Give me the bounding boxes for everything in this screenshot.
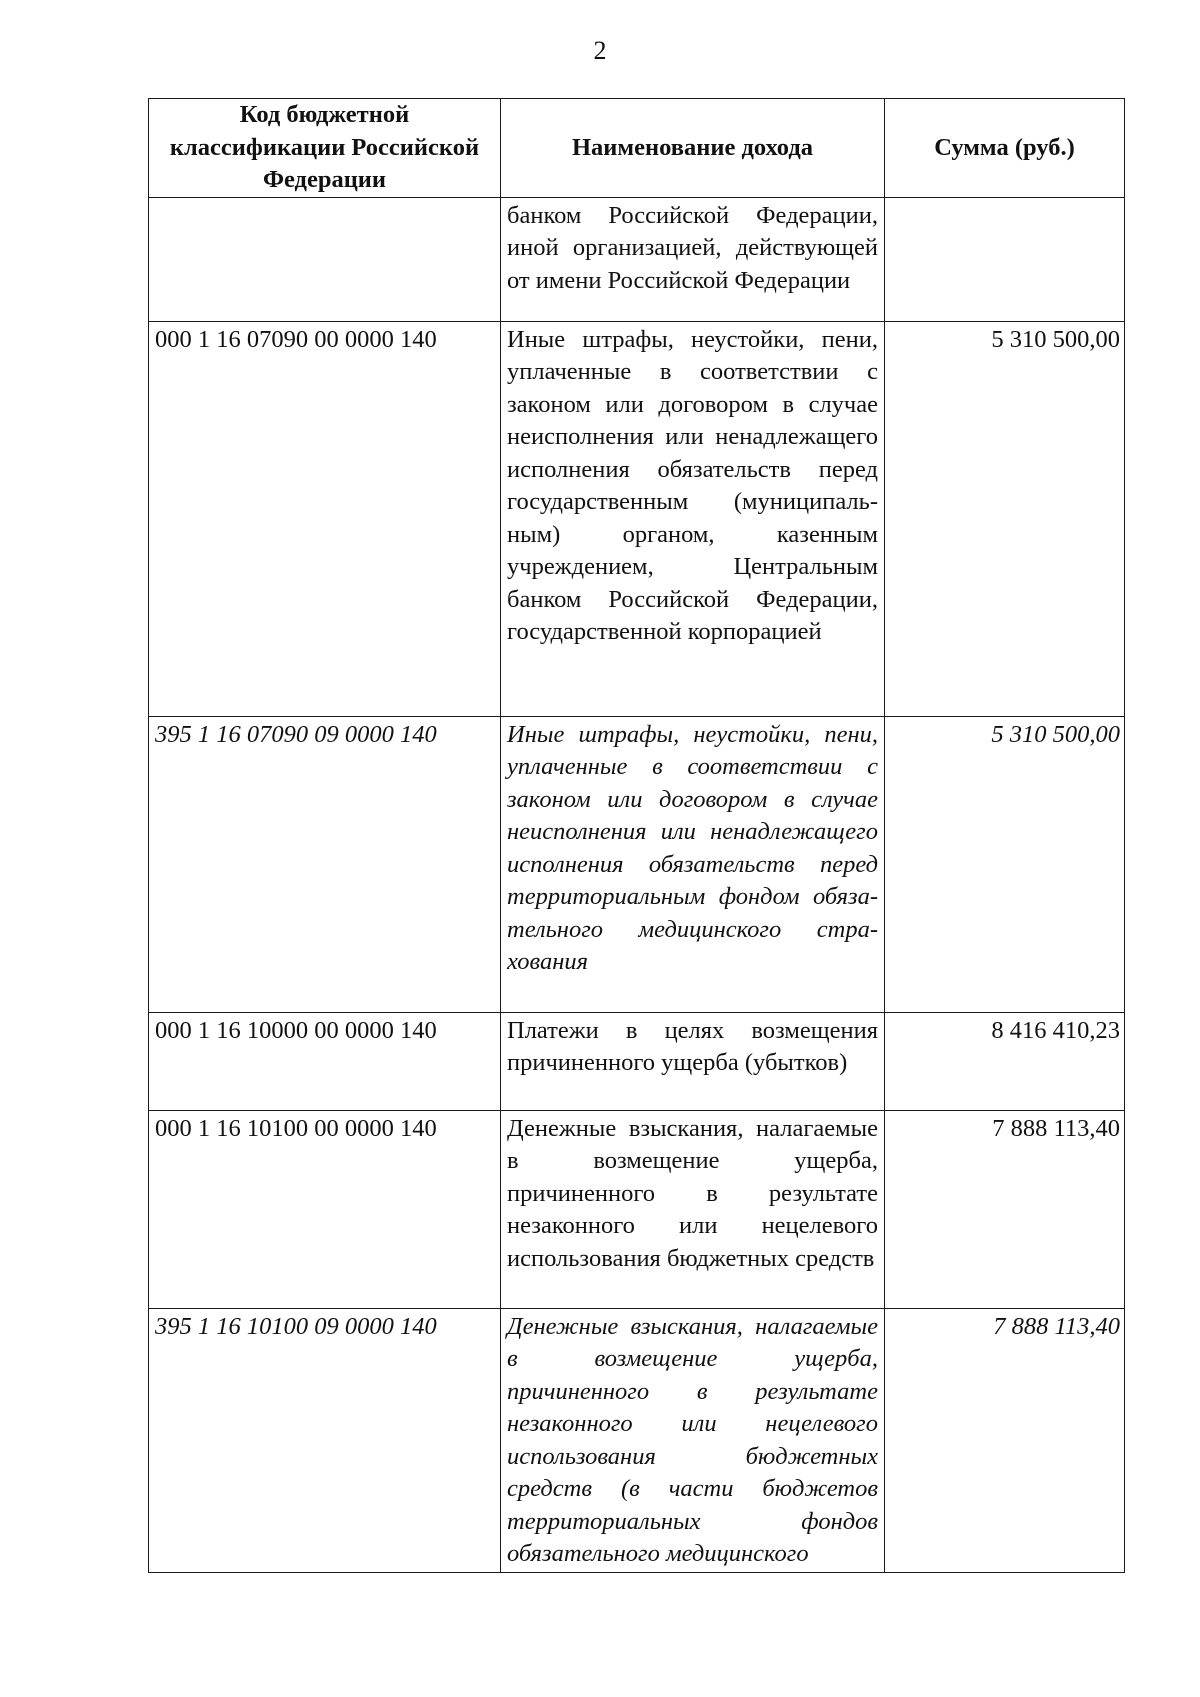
row-name: Денежные взыскания, налагаемые в возмещение ущерба, причиненного в результате незаконного или нецелевого использования бюджетных средств — [501, 1110, 885, 1308]
row-sum: 5 310 500,00 — [885, 321, 1125, 716]
row-sum: 8 416 410,23 — [885, 1012, 1125, 1110]
row-sum: 5 310 500,00 — [885, 716, 1125, 1012]
row-name: Иные штрафы, неустойки, пени, уплаченные в соответствии с законом или договором в случае неисполнения или ненадлежащего исполнения обязательств перед территориальным фондом обязательного медицинского страхования — [501, 716, 885, 1012]
row-name: Денежные взыскания, налагаемые в возмещение ущерба, причиненного в результате незаконного или нецелевого использования бюджетных средств (в части бюджетов территориальных фондов обязательного медицинского — [501, 1308, 885, 1572]
table-row — [149, 1012, 1125, 1110]
table-row — [149, 321, 1125, 716]
header-sum: Сумма (руб.) — [885, 99, 1125, 198]
row-code: 395 1 16 10100 09 0000 140 — [149, 1308, 501, 1572]
row-name: Платежи в целях возмещения причиненного ущерба (убытков) — [501, 1012, 885, 1110]
page-number: 2 — [593, 36, 607, 65]
row-name: банком Российской Федерации, иной организацией, действующей от имени Российской Федерации — [501, 197, 885, 321]
row-code: 000 1 16 10000 00 0000 140 — [149, 1012, 501, 1110]
row-name: Иные штрафы, неустойки, пени, уплаченные в соответствии с законом или договором в случае неисполнения или ненадлежащего исполнения обязательств перед государственным (муниципальным) органом, казенным учреждением, Центральным банком Российской Федерации, государственной корпорацией — [501, 321, 885, 716]
table-row — [149, 716, 1125, 1012]
table-row — [149, 1110, 1125, 1308]
row-sum: 7 888 113,40 — [885, 1110, 1125, 1308]
table-header-row — [149, 99, 1125, 198]
revenue-table — [148, 98, 1125, 1573]
table-row — [149, 1308, 1125, 1572]
row-sum — [885, 197, 1125, 321]
row-code: 000 1 16 07090 00 0000 140 — [149, 321, 501, 716]
row-code — [149, 197, 501, 321]
header-code: Код бюджетной классификации Российской Федерации — [149, 99, 501, 198]
header-name: Наименование дохода — [501, 99, 885, 198]
row-sum: 7 888 113,40 — [885, 1308, 1125, 1572]
row-code: 000 1 16 10100 00 0000 140 — [149, 1110, 501, 1308]
row-code: 395 1 16 07090 09 0000 140 — [149, 716, 501, 1012]
table-row — [149, 197, 1125, 321]
